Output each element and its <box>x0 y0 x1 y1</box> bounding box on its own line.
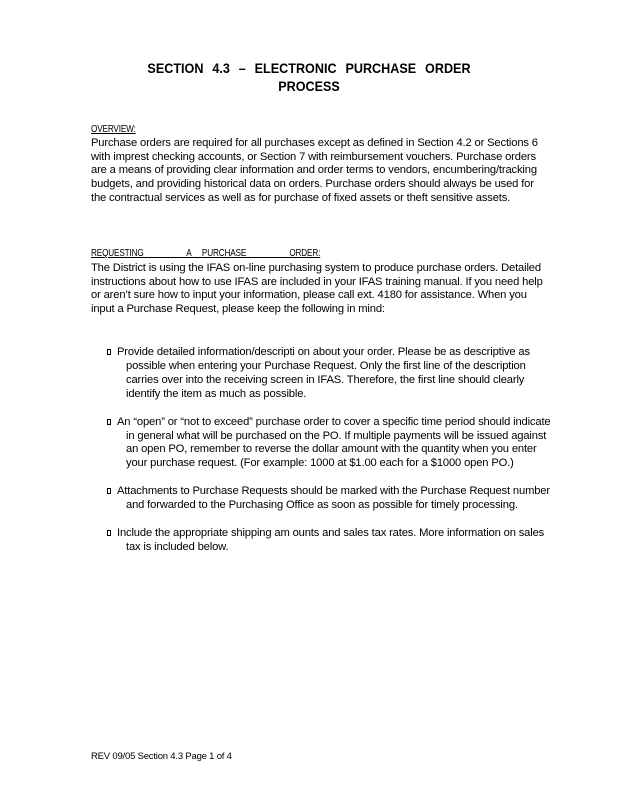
list-item <box>107 346 552 402</box>
bullet-box-icon <box>107 488 111 494</box>
bullet-box-icon <box>107 419 111 425</box>
page-footer: REV 09/05 Section 4.3 Page 1 of 4 <box>91 751 232 762</box>
section-title-continued: PROCESS <box>278 78 340 94</box>
list-item-text: Attachments to Purchase Requests should be marked with the Purchase Request number and forwarded to the Purchasing Office as soon as possible for timely processing. <box>117 485 550 512</box>
list-item <box>107 416 552 472</box>
section-title: SECTION 4.3 – ELECTRONIC PURCHASE ORDER <box>147 60 471 76</box>
overview-paragraph: Purchase orders are required for all purchases except as defined in Section 4.2 or Sections 6 with imprest checking accounts, or Section 7 with reimbursement vouchers. Purchase orders are a means of providing clear information and order terms to vendors, encumbering/tracking budgets, and providing historical data on orders. Purchase orders should always be used for the contractual services as well as for purchase of fixed assets or theft sensitive assets. <box>91 137 538 204</box>
requesting-heading: REQUESTING A PURCHASE ORDER: <box>91 248 321 259</box>
overview-heading: OVERVIEW: <box>91 124 136 135</box>
list-item-text: An “open” or “not to exceed” purchase order to cover a specific time period should indicate in general what will be purchased on the PO. If multiple payments will be issued against an open PO, remember to reverse the dollar amount with the quantity when you enter your purchase request. (For example: 1000 at $1.00 each for a $1000 open PO.) <box>117 415 551 470</box>
list-item <box>107 485 552 513</box>
guidelines-list <box>107 346 552 555</box>
list-item-text: Provide detailed information/descripti on about your order. Please be as descriptive as possible when entering your Purchase Request. Only the first line of the description carries over into the receiving screen in IFAS. Therefore, the first line should clearly identify the item as much as possible. <box>117 346 530 400</box>
bullet-box-icon <box>107 349 111 355</box>
bullet-box-icon <box>107 530 111 536</box>
requesting-paragraph: The District is using the IFAS on-line purchasing system to produce purchase orders. Detailed instructions about how to use IFAS are included in your IFAS training manual. If you need help or aren’t sure how to input your information, please call ext. 4180 for assistance. When you input a Purchase Request, please keep the following in mind: <box>91 262 543 316</box>
list-item <box>107 527 552 555</box>
list-item-text: Include the appropriate shipping am ounts and sales tax rates. More information on sales tax is included below. <box>117 527 545 553</box>
